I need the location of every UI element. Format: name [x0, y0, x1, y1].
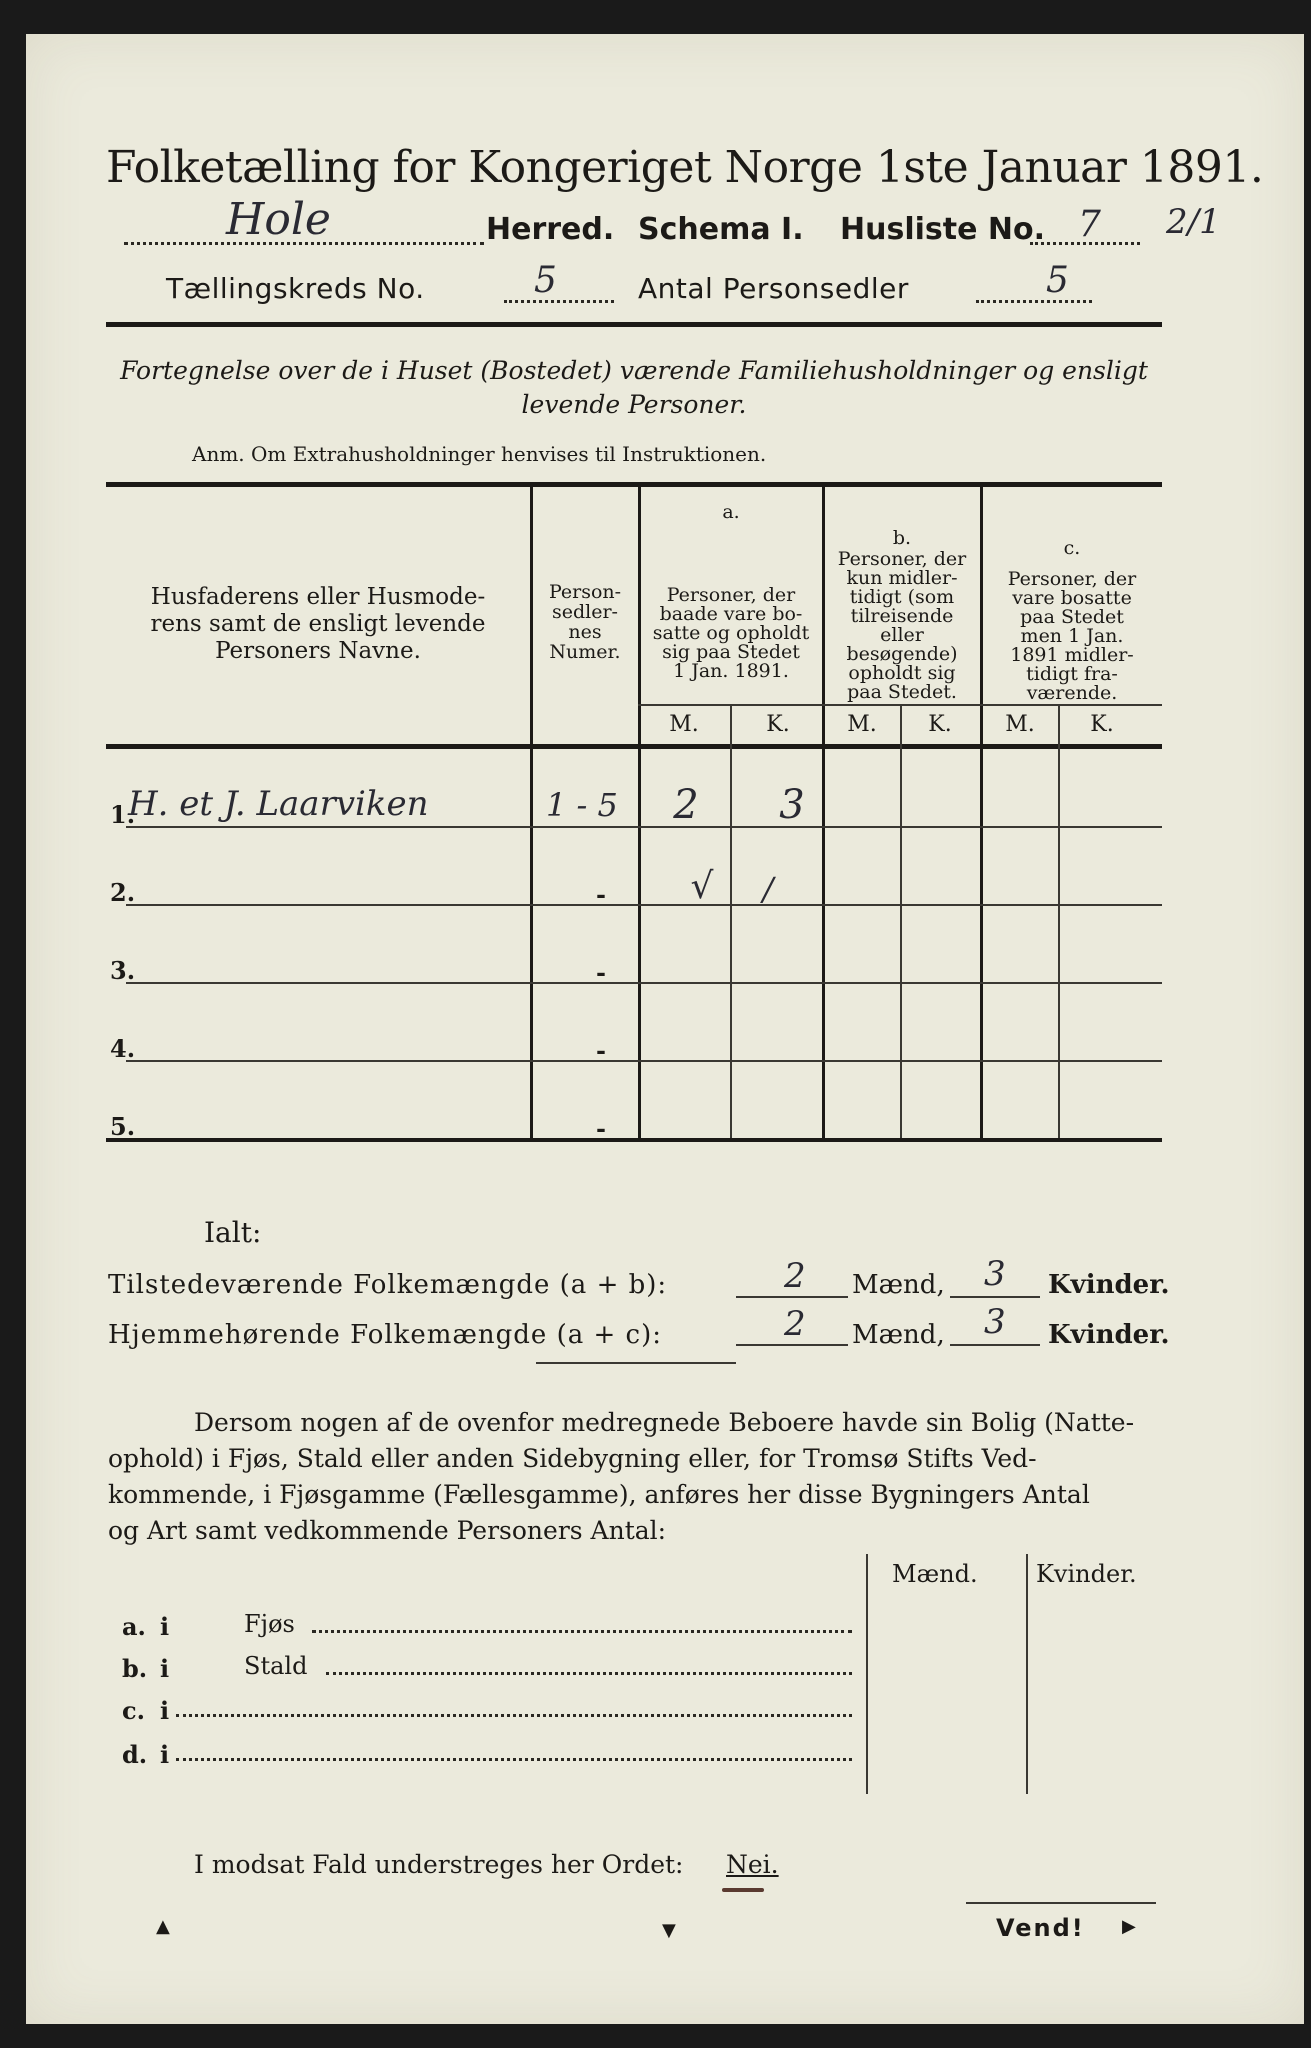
total-home-k: 3: [984, 1302, 1006, 1342]
antal-label: Antal Personsedler: [638, 272, 909, 305]
col-head-c-line: 1891 midler-: [1010, 644, 1134, 666]
bolig-text-4: og Art samt vedkommende Personers Antal:: [108, 1516, 667, 1545]
bolig-item-letter: a.: [122, 1612, 146, 1641]
col-head-b-line: kun midler-: [846, 567, 958, 589]
bolig-item-i: i: [160, 1654, 170, 1683]
row-line: [126, 1060, 1162, 1062]
total-present-maend: Mænd,: [852, 1270, 945, 1300]
row-number: 1.: [110, 800, 136, 829]
row-number: 3.: [110, 956, 136, 985]
total-present-m: 2: [784, 1256, 806, 1296]
bolig-item-dots: [326, 1672, 852, 1675]
mk-divider-c: [1058, 706, 1060, 1138]
table-bottom-rule: [106, 1138, 1162, 1142]
intro-line-1: Fortegnelse over de i Huset (Bostedet) værende Familiehusholdninger og ensligt: [120, 356, 1148, 385]
col-head-numer-line: sedler-: [552, 601, 618, 623]
vend-arrow-mark: ▶: [1122, 1916, 1136, 1937]
corner-mark-middle: ▼: [662, 1920, 676, 1941]
col-head-c-line: men 1 Jan.: [1020, 625, 1124, 647]
modsat-text: I modsat Fald understreges her Ordet:: [194, 1850, 684, 1879]
bolig-item-i: i: [160, 1612, 170, 1641]
col-head-c-line: tidigt fra-: [1026, 663, 1118, 685]
table-header-rule: [106, 744, 1162, 749]
corner-note: 2/1: [1166, 202, 1221, 242]
bolig-item-dots: [312, 1630, 852, 1633]
bolig-item-label: Stald: [244, 1652, 308, 1680]
total-present-m-line: [736, 1296, 848, 1298]
anm-note: Anm. Om Extrahusholdninger henvises til Instruktionen.: [192, 442, 767, 466]
col-head-names: [106, 584, 530, 665]
col-head-numer: [532, 582, 638, 662]
herred-label: Herred.: [486, 212, 615, 247]
corner-mark-left: ▲: [156, 1916, 170, 1937]
col-head-b-letter: b.: [892, 527, 912, 549]
total-present-kvinder: Kvinder.: [1048, 1270, 1170, 1300]
bolig-maend-head: Mænd.: [892, 1560, 978, 1588]
row-a-k: /: [762, 870, 774, 908]
bolig-text-1: Dersom nogen af de ovenfor medregnede Beboere havde sin Bolig (Natte-: [194, 1408, 1135, 1437]
col-head-b: [824, 550, 980, 702]
col-head-numer-line: nes: [568, 621, 602, 643]
total-home-m-line: [736, 1344, 848, 1346]
row-number: 4.: [110, 1034, 136, 1063]
mk-divider-a: [730, 706, 732, 1138]
bolig-item-dots: [176, 1758, 852, 1761]
vend-text: Vend!: [996, 1914, 1085, 1942]
total-present-k: 3: [984, 1254, 1006, 1294]
nei-underline-mark: [722, 1888, 764, 1892]
census-form-sheet: [26, 34, 1304, 2024]
row-name: H. et J. Laarviken: [128, 784, 429, 824]
bolig-item-i: i: [160, 1696, 170, 1725]
bolig-item-letter: d.: [122, 1740, 148, 1769]
row-line: [126, 904, 1162, 906]
husliste-value: 7: [1078, 204, 1101, 245]
row-a-m: √: [690, 866, 714, 907]
c-k-label: K.: [1090, 712, 1114, 737]
ialt-label: Ialt:: [204, 1216, 262, 1249]
row-numer: 1 - 5: [546, 786, 618, 824]
mk-rule-c: [980, 704, 1162, 706]
col-head-a-line: sig paa Stedet: [662, 641, 800, 663]
a-k-label: K.: [766, 712, 790, 737]
col-head-c-letter: c.: [1063, 537, 1081, 559]
row-numer: -: [596, 1114, 606, 1143]
intro-line-2: levende Personer.: [521, 390, 747, 419]
row-number: 5.: [110, 1112, 136, 1141]
bolig-col-divider-1: [866, 1554, 868, 1794]
bolig-item-dots: [176, 1714, 852, 1717]
col-head-names-line: Husfaderens eller Husmode-: [150, 584, 486, 610]
header-divider: [106, 322, 1162, 327]
kreds-dots: [504, 300, 614, 303]
b-m-label: M.: [847, 712, 877, 737]
col-head-a-letter: a.: [722, 501, 740, 523]
col-head-a-line: baade vare bo-: [659, 603, 803, 625]
bolig-text-2: ophold) i Fjøs, Stald eller anden Sidebygning eller, for Tromsø Stifts Ved-: [108, 1444, 1037, 1473]
table-top-rule: [106, 482, 1162, 487]
col-head-c-line: Personer, der: [1007, 568, 1137, 590]
bolig-item-letter: b.: [122, 1654, 148, 1683]
bolig-item-i: i: [160, 1740, 170, 1769]
bolig-col-divider-2: [1026, 1554, 1028, 1794]
vend-rule: [966, 1902, 1156, 1904]
col-head-b-line: besøgende): [846, 643, 958, 665]
total-home-maend: Mænd,: [852, 1320, 945, 1350]
form-title: Folketælling for Kongeriget Norge 1ste Januar 1891.: [106, 142, 1264, 193]
col-head-a: [640, 586, 822, 681]
total-present-k-line: [950, 1296, 1040, 1298]
row-numer: -: [596, 958, 606, 987]
row-line: [126, 826, 1162, 828]
total-home-m: 2: [784, 1304, 806, 1344]
herred-value: Hole: [226, 194, 331, 245]
bolig-item-letter: c.: [122, 1696, 145, 1725]
row-a-m: 2: [673, 782, 699, 828]
col-head-c-line: vare bosatte: [1012, 587, 1132, 609]
row-line: [126, 982, 1162, 984]
kreds-label: Tællingskreds No.: [166, 272, 425, 305]
total-present-label: Tilstedeværende Folkemængde (a + b):: [108, 1270, 668, 1300]
col-head-a-line: satte og opholdt: [652, 622, 810, 644]
a-m-label: M.: [669, 712, 699, 737]
col-head-c-line: paa Stedet: [1020, 606, 1124, 628]
husliste-label: Husliste No.: [840, 212, 1045, 247]
col-head-b-line: Personer, der: [837, 548, 967, 570]
section-divider: [536, 1362, 736, 1364]
row-a-k: 3: [779, 782, 805, 828]
col-head-b-line: eller: [880, 624, 924, 646]
col-head-a-line: 1 Jan. 1891.: [673, 660, 789, 682]
col-head-names-line: Personers Navne.: [215, 638, 421, 664]
row-number: 2.: [110, 878, 136, 907]
bolig-item-label: Fjøs: [244, 1610, 295, 1638]
nei-word: Nei.: [726, 1850, 779, 1879]
col-head-numer-line: Person-: [548, 581, 622, 603]
col-head-b-line: tilreisende: [850, 605, 954, 627]
col-divider-2: [638, 487, 641, 1138]
b-k-label: K.: [928, 712, 952, 737]
antal-dots: [976, 300, 1092, 303]
col-head-b-line: tidigt (som: [849, 586, 955, 608]
row-numer: -: [596, 1036, 606, 1065]
mk-divider-b: [900, 706, 902, 1138]
schema-label: Schema I.: [638, 212, 804, 247]
bolig-kvinder-head: Kvinder.: [1036, 1560, 1137, 1588]
col-head-names-line: rens samt de ensligt levende: [150, 611, 486, 637]
col-head-c-line: værende.: [1026, 682, 1118, 704]
row-numer: -: [596, 880, 606, 909]
col-head-numer-line: Numer.: [549, 641, 621, 663]
col-head-b-line: opholdt sig: [848, 662, 956, 684]
col-head-a-line: Personer, der: [666, 584, 796, 606]
c-m-label: M.: [1005, 712, 1035, 737]
antal-value: 5: [1046, 260, 1069, 301]
total-home-k-line: [950, 1344, 1040, 1346]
col-head-b-line: paa Stedet.: [847, 681, 957, 703]
total-home-kvinder: Kvinder.: [1048, 1320, 1170, 1350]
kreds-value: 5: [534, 260, 557, 301]
total-home-label: Hjemmehørende Folkemængde (a + c):: [108, 1320, 662, 1350]
col-head-c: [982, 570, 1162, 703]
bolig-text-3: kommende, i Fjøsgamme (Fællesgamme), anføres her disse Bygningers Antal: [108, 1480, 1090, 1509]
